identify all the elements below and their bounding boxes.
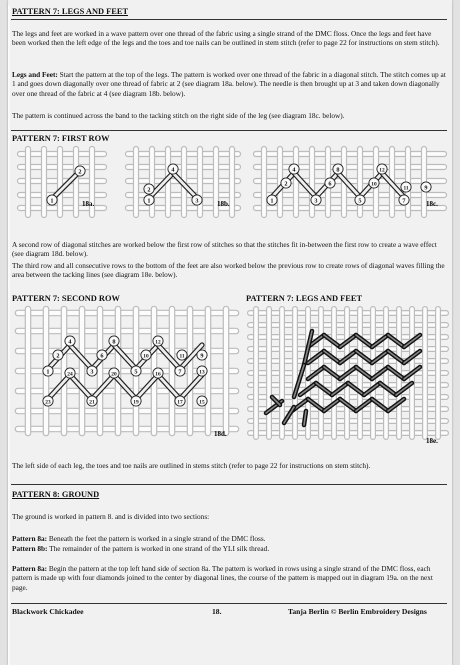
stitch-number: 2: [78, 168, 82, 176]
legs-label: Legs and Feet:: [12, 70, 58, 79]
divider: [11, 484, 447, 485]
pattern7-title: PATTERN 7: LEGS AND FEET: [12, 7, 129, 16]
stitch-number: 15: [199, 399, 205, 406]
stitch-number: 23: [45, 399, 51, 406]
third-row-paragraph: The third row and all consecutive rows to the bottom of the feet are also worked below the previous row to create rows of diagonal waves filling the area between the tacking lines (see diagram 18e. below).: [12, 261, 445, 280]
stitch-number: 2: [284, 180, 288, 188]
pattern8b-text: The remainder of the pattern is worked in one strand of the YLI silk thread.: [47, 544, 270, 553]
diagram-label-18e: 18e.: [426, 437, 438, 445]
pattern8b-line: [12, 544, 446, 553]
stitch-number: 7: [178, 368, 182, 376]
second-row-title: PATTERN 7: SECOND ROW: [12, 294, 120, 303]
diagram-label-18c: 18c.: [426, 200, 438, 208]
stitch-number: 19: [133, 399, 139, 406]
diagram-legs-and-feet: [8, 305, 452, 445]
stitch-number: 2: [56, 352, 60, 360]
stitch-number: 24: [67, 371, 73, 378]
stitch-number: 7: [402, 197, 406, 205]
stitch-number: 10: [371, 181, 377, 188]
diagram-label-18b: 18b.: [217, 200, 230, 208]
stitch-number: 4: [171, 166, 175, 174]
pattern8a-begin-label: Pattern 8a:: [12, 564, 48, 573]
stitch-number: 1: [270, 197, 274, 205]
diagram-label-18d: 18d.: [214, 430, 227, 438]
footer-page-number: 18.: [212, 607, 222, 616]
pattern8-title: PATTERN 8: GROUND: [12, 490, 100, 499]
stitch-number: 9: [424, 184, 428, 192]
diagram-label-18a: 18a.: [82, 200, 95, 208]
stitch-number: 21: [89, 399, 95, 406]
legs-feet-diagram-title: PATTERN 7: LEGS AND FEET: [246, 294, 363, 303]
stitch-number: 3: [90, 368, 94, 376]
stitch-number: 13: [199, 369, 205, 376]
stitch-number: 11: [403, 185, 409, 192]
first-row-title: PATTERN 7: FIRST ROW: [12, 134, 110, 143]
stitch-number: 6: [328, 180, 332, 188]
stitch-number: 5: [358, 197, 362, 205]
stitch-number: 6: [100, 352, 104, 360]
stitch-number: 5: [134, 368, 138, 376]
legs-paragraph: [12, 70, 446, 98]
divider: [11, 130, 447, 131]
stitch-number: 20: [111, 371, 117, 378]
pattern8a-line: [12, 534, 446, 543]
pattern8a-begin-paragraph: [12, 564, 446, 592]
stitch-number: 10: [143, 353, 149, 360]
stitch-number: 12: [379, 167, 385, 174]
pattern8a-begin-text: Begin the pattern at the top left hand side of section 8a. The pattern is worked in rows using a single strand of the DMC floss, each pattern is made up with four diamonds joined to the center by diagonal lines, the course of the pattern is mapped out in diagram 19a. on the next page.: [12, 564, 433, 592]
stitch-number: 11: [179, 353, 185, 360]
stitch-number: 4: [68, 338, 72, 346]
stitch-number: 16: [155, 371, 161, 378]
legs-text: Start the pattern at the top of the legs. The pattern is worked over one thread of the fabric in a diagonal stitch. The stitch comes up at 1 and goes down diagonally over one thread of fabric at 2 (see diagram 18a. below). The needle is then brought up at 3 and taken down diagonally over one thread of the fabric at 4 (see diagram 18b. below).: [12, 70, 446, 98]
pattern8a-label: Pattern 8a:: [12, 534, 48, 543]
stitch-number: 9: [200, 352, 204, 360]
stitch-number: 8: [336, 166, 340, 174]
intro-paragraph: The legs and feet are worked in a wave pattern over one thread of the fabric using a single strand of the DMC floss. Once the legs and feet have been worked then the left edge of the legs and the toes and toe nails can be outlined in stem stitch (refer to page 22 for instructions on stem stitch).: [12, 29, 440, 48]
document-page: [8, 0, 452, 665]
stitch-number: 3: [314, 197, 318, 205]
outline-paragraph: The left side of each leg, the toes and toe nails are outlined in stems stitch (refer to page 22 for instructions on stem stitch).: [12, 461, 371, 470]
footer-title: Blackwork Chickadee: [12, 607, 84, 616]
stitch-number: 2: [147, 186, 151, 194]
diagram-first-row: [8, 145, 452, 237]
stitch-number: 4: [292, 166, 296, 174]
ground-paragraph: The ground is worked in pattern 8. and is divided into two sections:: [12, 512, 210, 521]
stitch-number: 8: [112, 338, 116, 346]
stitch-number: 1: [50, 197, 54, 205]
pattern8a-text: Beneath the feet the pattern is worked in a single strand of the DMC floss.: [47, 534, 266, 543]
pattern8b-label: Pattern 8b:: [12, 544, 48, 553]
continued-paragraph: The pattern is continued across the band to the tacking stitch on the right side of the leg (see diagram 18c. below).: [12, 111, 345, 120]
second-row-paragraph: A second row of diagonal stitches are worked below the first row of stitches so that the stitches fit in-between the first row to create a wave effect (see diagram 18d. below).: [12, 240, 437, 259]
stitch-number: 1: [147, 197, 151, 205]
stitch-number: 3: [195, 197, 199, 205]
stitch-number: 12: [155, 339, 161, 346]
stitch-number: 1: [46, 368, 50, 376]
divider: [11, 19, 447, 20]
footer-credit: Tanja Berlin © Berlin Embroidery Designs: [288, 607, 427, 616]
divider: [11, 603, 447, 604]
stitch-number: 17: [177, 399, 183, 406]
